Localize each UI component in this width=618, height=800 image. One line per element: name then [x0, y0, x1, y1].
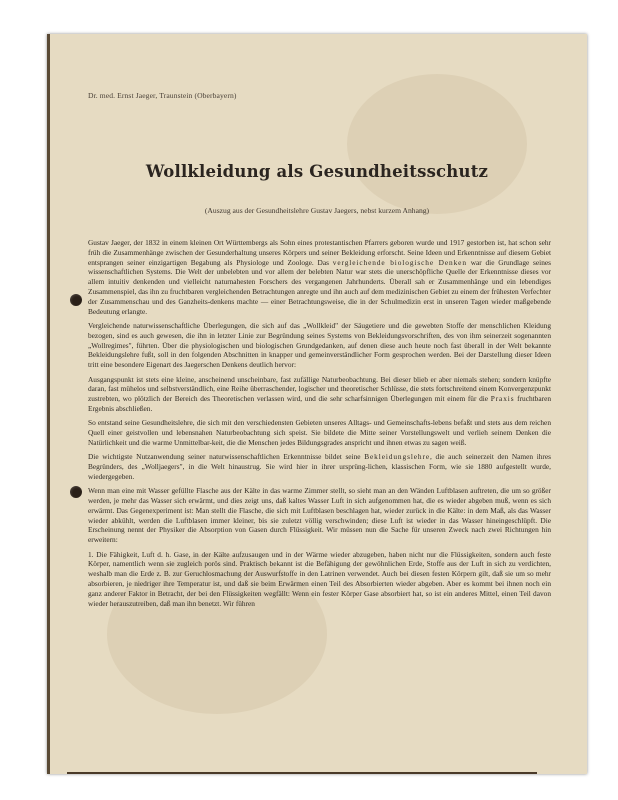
body-text	[88, 238, 551, 613]
paragraph-7	[88, 550, 551, 609]
emphasized-text: vergleichende biologische Denken	[332, 257, 467, 267]
document-title: Wollkleidung als Gesundheitsschutz	[145, 162, 489, 181]
page-bottom-edge	[67, 772, 537, 774]
paragraph-text: Wenn man eine mit Wasser gefüllte Flasche aus der Kälte in das warme Zimmer stellt, so sieht man an den Wänden Luftblasen auftreten, die um so größer werden, je mehr das Wasser sich erwärmt, und dies zeigt uns, daß kaltes Wasser Luft in sich aufgenommen hat, die es wieder abgeben muß, wenn es sich erwärmt. Das Gegenexperiment ist: Man stellt die Flasche, die sich mit Luftblasen beschlagen hat, wieder zurück in die Kälte: in dem Maß, als das Wasser wieder abkühlt, werden die Luftblasen immer kleiner, bis sie zuletzt völlig verschwinden; diese Luft ist wieder in das Wasser hineingeschlüpft. Die Erscheinung nennt der Physiker die Absorption von Gasen durch Flüssigkeit. Wir müssen nun die Sache für unseren Zweck nach zwei Richtungen hin erweitern:	[88, 486, 551, 545]
paragraph-text: So entstand seine Gesundheitslehre, die sich mit den verschiedensten Gebieten unseres Alltags- und Gemeinschafts-lebens befaßt und stets aus dem reichen Quell einer geistvollen und lebensnahen Naturbeobachtung sich speist. Sie bildete die Mitte seiner Vorstellungswelt und verlieh seinem Denken die Natürlichkeit und die warme Unmittelbar-keit, die die Menschen jedes Bildungsgrades anspricht und ihnen etwas zu sagen weiß.	[88, 418, 551, 447]
document-page	[47, 34, 587, 774]
paper-stain	[347, 74, 527, 214]
page-edge-shadow	[47, 34, 50, 774]
paragraph-text: fruchtbaren Ergebnis abschließen.	[88, 394, 551, 413]
paragraph-5	[88, 452, 551, 481]
emphasized-text: Bekleidungslehre	[364, 452, 431, 462]
punch-hole-lower	[70, 486, 82, 498]
paragraph-2	[88, 321, 551, 370]
paragraph-1	[88, 238, 551, 316]
document-subtitle: (Auszug aus der Gesundheitslehre Gustav Jaegers, nebst kurzem Anhang)	[204, 206, 430, 215]
emphasized-text: Praxis	[490, 394, 515, 404]
author-header: Dr. med. Ernst Jaeger, Traunstein (Oberbayern)	[88, 91, 237, 100]
punch-hole-upper	[70, 294, 82, 306]
paragraph-4	[88, 418, 551, 447]
paragraph-text: Vergleichende naturwissenschaftliche Überlegungen, die sich auf das „Wollkleid" der Säugetiere und die gewebten Stoffe der menschlichen Kleidung bezogen, sind es auch gewesen, die ihn in letzter Linie zur Begründung seines Systems von Bekleidungsvorschriften, des von ihm seinerzeit sogenannten „Wollregimes", führten. Über die physiologischen und biologischen Grundgedanken, auf denen diese auch heute noch fast überall in der Welt bekannte Bekleidungslehre fußt, soll in den folgenden Abschnitten in knapper und gemeinverständlicher Form gesprochen werden. Bei der Darstellung dieser Ideen tritt eine besondere Eigenart des Jaegerschen Denkens deutlich hervor:	[88, 320, 551, 370]
paragraph-text: , die auch seinerzeit den Namen ihres Begründers, des „Wolljaegers", in die Welt hinaustrug. Sie wird hier in ihrer ursprüng-lichen, klassischen Form, wie sie 1880 aufgestellt wurde, wiedergegeben.	[88, 452, 551, 481]
paragraph-6	[88, 486, 551, 545]
paragraph-text: 1. Die Fähigkeit, Luft d. h. Gase, in der Kälte aufzusaugen und in der Wärme wieder abzugeben, haben nicht nur die Flüssigkeiten, sondern auch feste Körper, namentlich wenn sie zugleich porös sind. Praktisch bekannt ist die Befähigung der gewöhnlichen Erde, Stoffe aus der Luft in sich zu verdichten, weshalb man die Erde z. B. zur Geruchlosmachung der Auswurfstoffe in den Latrinen verwendet. Auch bei diesen festen Körpern gilt, daß sie um so mehr absorbieren, je niedriger ihre Temperatur ist, und daß sie beim Erwärmen einen Teil des Absorbierten wieder abgeben. Aber es kommt bei ihnen noch ein ganz anderer Faktor in Betracht, der bei den Flüssigkeiten wegfällt: Wenn ein fester Körper Gase absorbiert hat, so ist ein anderes Mittel, einen Teil davon wieder herauszutreiben, daß man ihn benetzt. Wir führen	[88, 549, 551, 608]
paragraph-3	[88, 375, 551, 414]
paragraph-text: Ausgangspunkt ist stets eine kleine, anscheinend unscheinbare, fast zufällige Naturbeobachtung. Bei dieser blieb er aber niemals stehen; sondern knüpfte daran, fast mühelos und selbstverständlich, eine Reihe überraschender, logischer und theoretischer Schlüsse, die stets fortschreitend einem Konvergenzpunkt zustrebten, wo plötzlich der Bereich des Theoretischen verlassen wird, und die sehr scharfsinnigen Überlegungen mit einem für die	[88, 374, 551, 404]
paragraph-text: Gustav Jaeger, der 1832 in einem kleinen Ort Württembergs als Sohn eines protestantischen Pfarrers geboren wurde und 1917 gestorben ist, hat schon sehr früh die Zusammenhänge zwischen der Gesunderhaltung unseres Körpers und seiner Bekleidung erforscht. Seine Ideen und Erkenntnisse auf diesem Gebiet entsprangen seiner einzigartigen Begabung als Physiologe und Zoologe. Das	[88, 238, 551, 267]
paragraph-text: Die wichtigste Nutzanwendung seiner naturwissenschaftlichen Erkenntnisse bildet seine	[88, 452, 365, 462]
paragraph-text: war die Grundlage seines wissenschaftlichen Systems. Die Welt der unbelebten und vor allem der belebten Natur war stets die unerschöpfliche Quelle der Erkenntnisse dieses vor allem intuitiv denkenden und vielleicht naturnahesten Forschers des vergangenen Jahrhunderts. Überall sah er Zusammenhänge und ein lebendiges Zusammenspiel, das ihn zu fruchtbaren vergleichenden Betrachtungen anregte und ihn auch auf dem medizinischen Gebiet zu einem der frühesten Verfechter der Zusammenschau und des Ganzheits-denkens machte — einer Betrachtungsweise, die in der Schulmedizin erst in unseren Tagen wieder maßgebende Bedeutung erlangte.	[88, 257, 551, 316]
